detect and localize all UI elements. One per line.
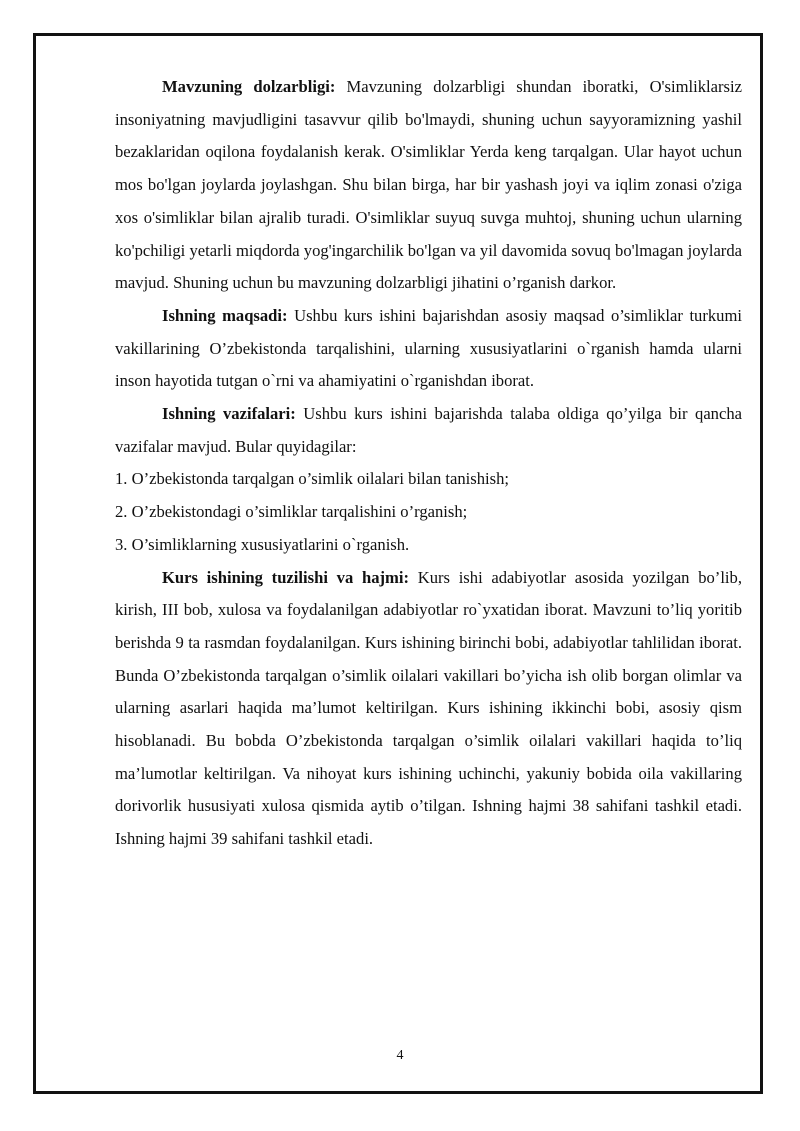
- task-list-item: 3. O’simliklarning xususiyatlarini o`rganish.: [115, 534, 410, 554]
- task-list-item: 1. O’zbekistonda tarqalgan o’simlik oilalari bilan tanishish;: [115, 469, 510, 489]
- relevance-text: Mavzuning dolzarbligi shundan iboratki, O'simliklarsiz insoniyatning mavjudligini tasavvur qilib bo'lmaydi, shuning uchun sayyoramizning yashil bezaklaridan oqilona foydalanish kerak. O'simliklar Yerda keng tarqalgan. Ular hayot uchun mos bo'lgan joylarda joylashgan. Shu bilan birga, har bir yashash joyi va iqlim zonasi o'ziga xos o'simliklar bilan ajralib turadi. O'simliklar suyuq suvga muhtoj, shuning uchun ularning ko'pchiligi yetarli miqdorda yog'ingarchilik bo'lgan va yil davomida sovuq bo'lmagan joylarda mavjud. Shuning uchun bu mavzuning dolzarbligi jihatini o’rganish darkor.: [115, 77, 742, 293]
- structure-heading: Kurs ishining tuzilishi va hajmi:: [162, 567, 409, 587]
- tasks-text: Ushbu kurs ishini bajarishda talaba oldiga qo’yilga bir qancha vazifalar mavjud. Bular quyidagilar:: [115, 404, 743, 456]
- structure-paragraph: [115, 562, 742, 856]
- tasks-heading: Ishning vazifalari:: [162, 404, 296, 424]
- goal-heading: Ishning maqsadi:: [162, 305, 288, 325]
- goal-text: Ushbu kurs ishini bajarishdan asosiy maqsad o’simliklar turkumi vakillarining O’zbekistonda tarqalishini, ularning xususiyatlarini o`rganish hamda ularni inson hayotida tutgan o`rni va ahamiyatini o`rganishdan iborat.: [115, 305, 742, 391]
- task-list-item: 2. O’zbekistondagi o’simliklar tarqalishini o’rganish;: [115, 502, 468, 522]
- relevance-heading: Mavzuning dolzarbligi:: [162, 77, 336, 96]
- relevance-paragraph: [115, 71, 742, 300]
- page-number: 4: [396, 1048, 404, 1063]
- goal-paragraph: [115, 300, 742, 398]
- structure-text: Kurs ishi adabiyotlar asosida yozilgan bo’lib, kirish, III bob, xulosa va foydalanilgan adabiyotlar ro`yxatidan iborat. Mavzuni to’liq yoritib berishda 9 ta rasmdan foydalanilgan. Kurs ishining birinchi bobi, adabiyotlar tahlilidan iborat. Bunda O’zbekistonda tarqalgan o’simlik oilalari vakillari bo’yicha ish olib borgan olimlar va ularning asarlari haqida ma’lumot keltirilgan. Kurs ishining ikkinchi bobi, asosiy qism hisoblanadi. Bu bobda O’zbekistonda tarqalgan o’simlik oilalari vakillari haqida to’liq ma’lumotlar keltirilgan. Va nihoyat kurs ishining uchinchi, yakuniy bobida oila vakillaring dorivorlik hususiyati xulosa qismida aytib o’tilgan. Ishning hajmi 38 sahifani tashkil etadi. Ishning hajmi 39 sahifani tashkil etadi.: [115, 567, 742, 849]
- document-body: [115, 71, 742, 856]
- tasks-paragraph: [115, 398, 742, 463]
